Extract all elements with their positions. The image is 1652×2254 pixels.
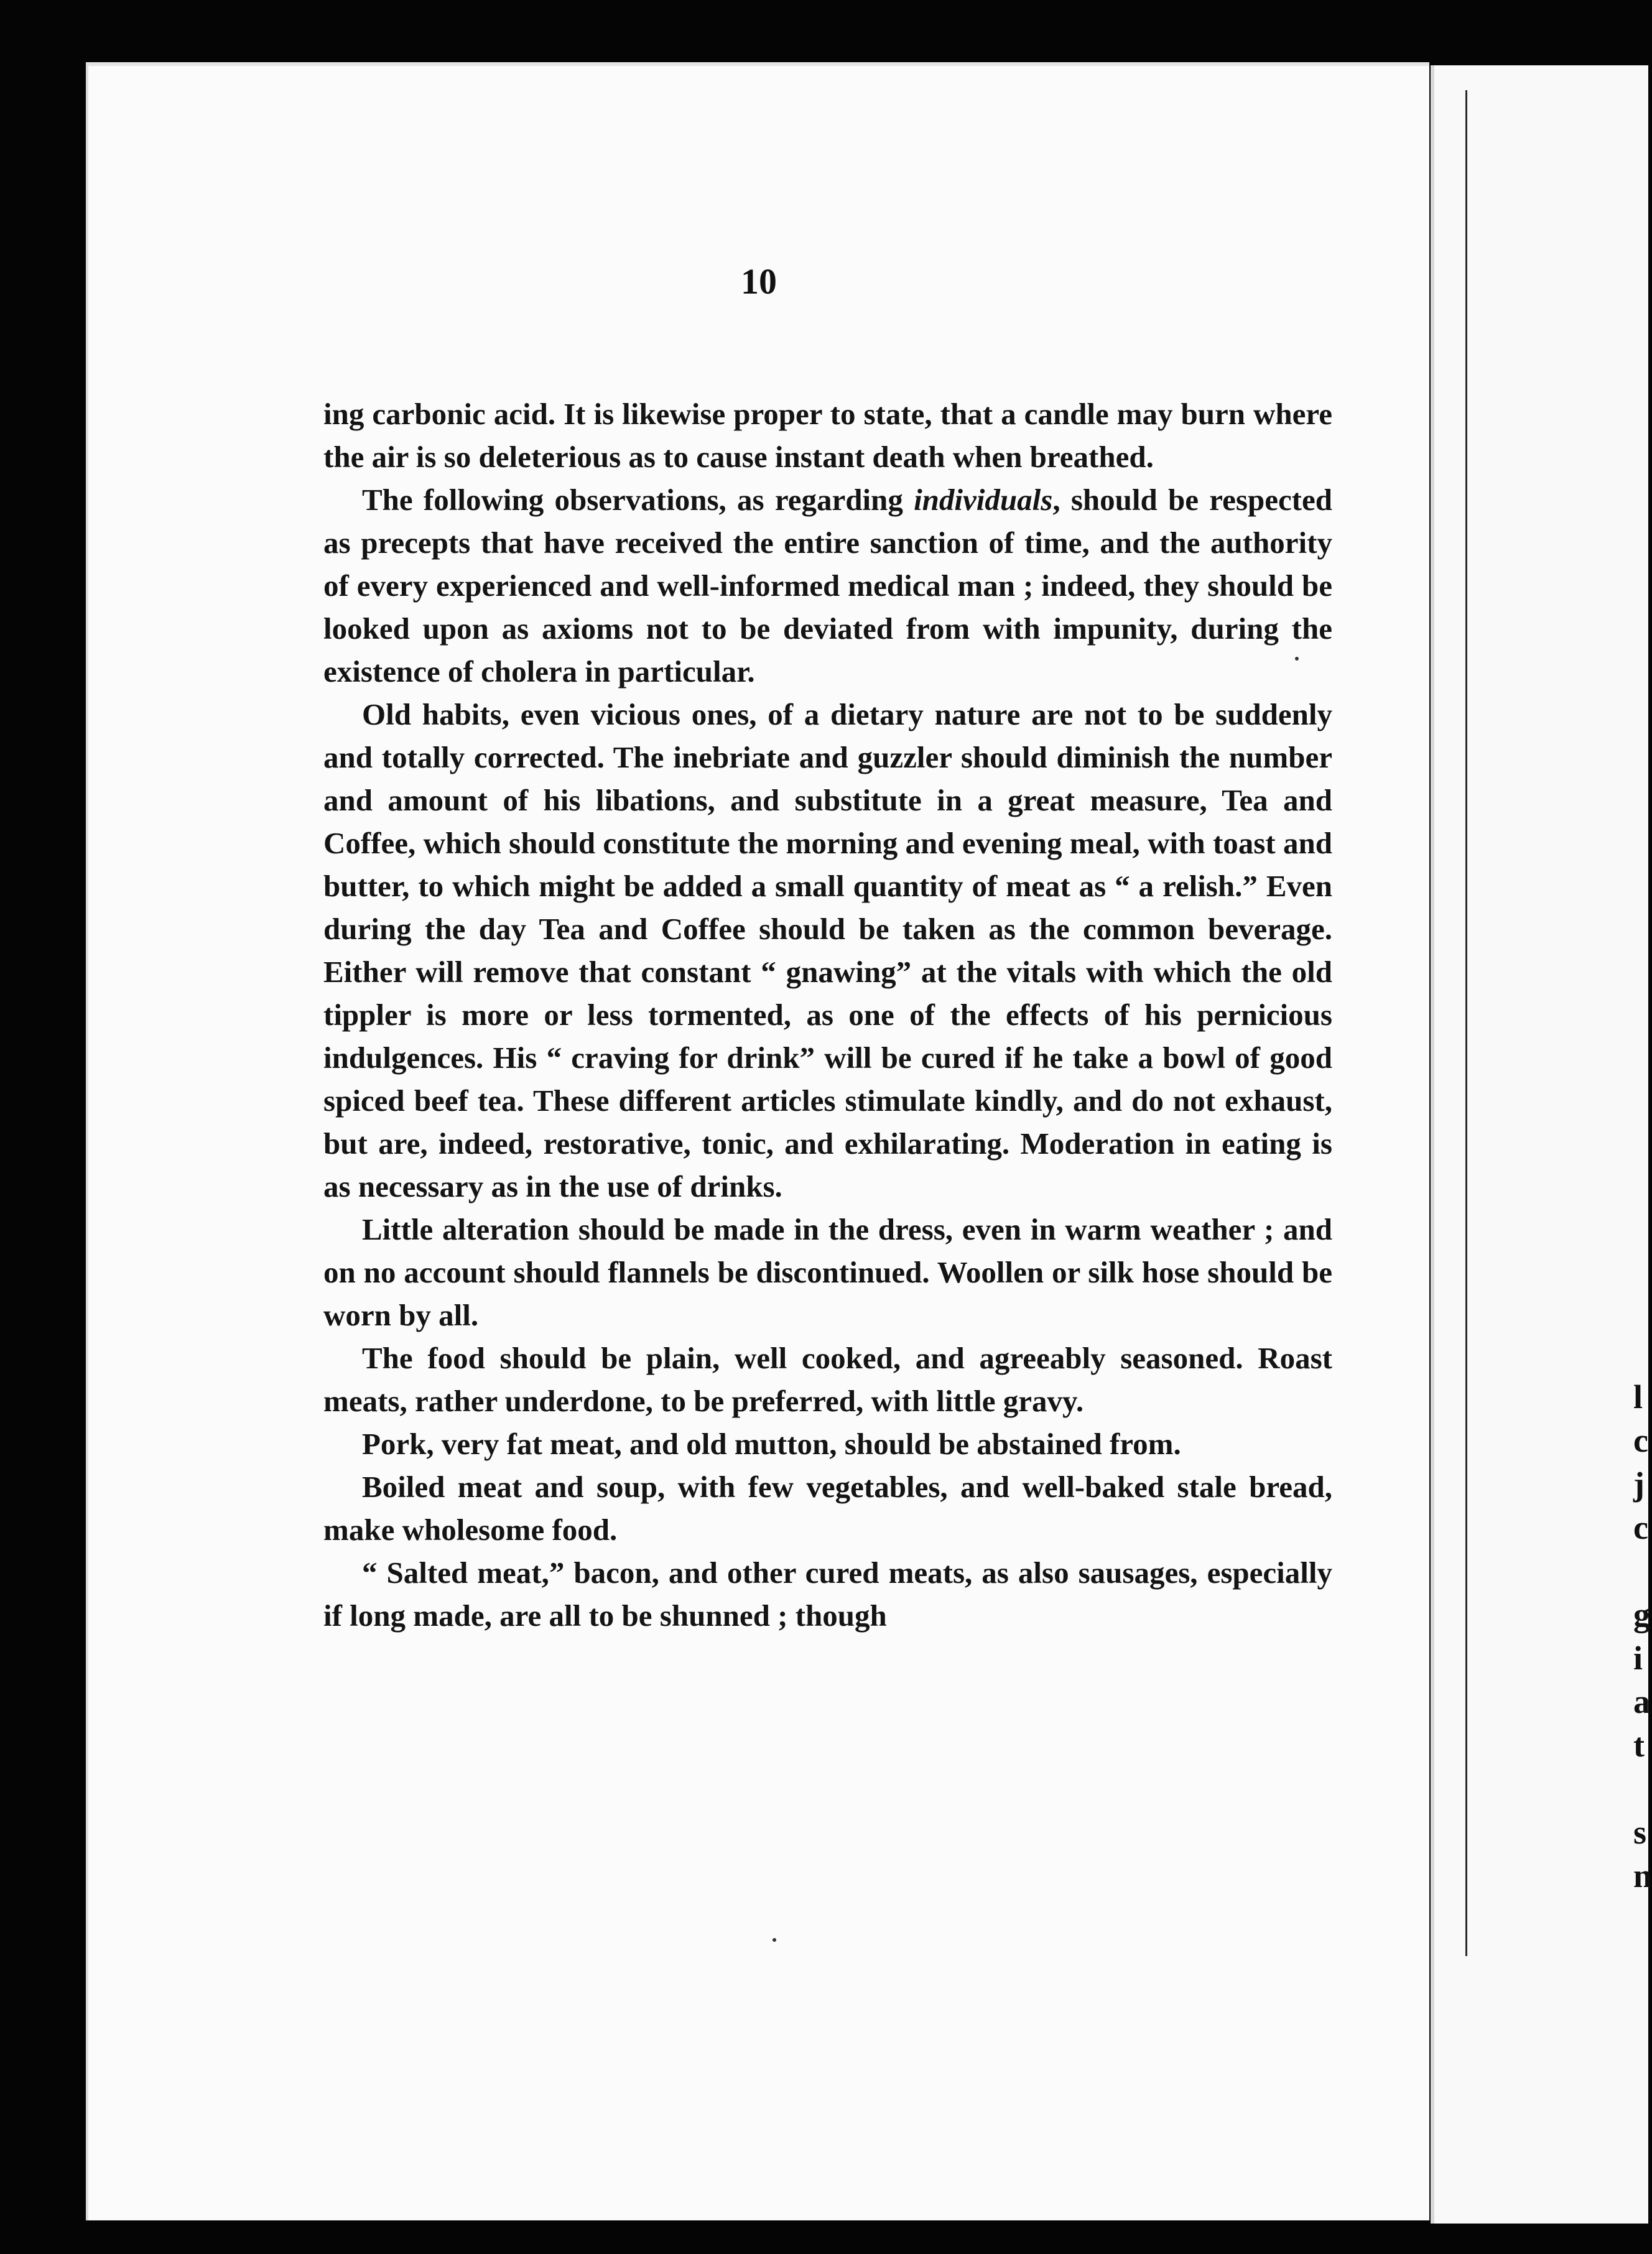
facing-letter: a xyxy=(1633,1683,1650,1720)
facing-letter: c xyxy=(1633,1509,1648,1546)
facing-letter: n xyxy=(1633,1857,1652,1895)
paragraph-8: “ Salted meat,” bacon, and other cured meats, as also sausages, especially if long made, are all to be shunned ; though xyxy=(323,1556,1332,1633)
paragraph-3: Old habits, even vicious ones, of a dietary nature are not to be suddenly and totally corrected. The inebriate and guzzler should diminish the number and amount of his libations, and substitute in a great measure, Tea and Coffee, which should constitute the morning and evening meal, with toast and butter, to which might be added a small quantity of meat as “ a relish.” Even during the day Tea and Coffee should be taken as the common beverage. Either will remove that constant “ gnawing” at the vitals with which the old tippler is more or less tormented, as one of the effects of his pernicious indulgences. His “ craving for drink” will be cured if he take a bowl of good spiced beef tea. These different articles stimulate kindly, and do not exhaust, but are, indeed, restorative, tonic, and exhilarating. Moderation in eating is as necessary as in the use of drinks. xyxy=(323,697,1332,1204)
paragraph-1: ing carbonic acid. It is likewise proper to state, that a candle may burn where the air is so deleterious as to cause instant death when breathed. xyxy=(323,397,1332,474)
emphasis-individuals: individuals xyxy=(914,483,1053,517)
paragraph-2-lead: The following observations, as regarding xyxy=(362,483,914,517)
facing-letter: i xyxy=(1633,1639,1643,1677)
scanned-page xyxy=(86,62,1429,2220)
facing-letter: c xyxy=(1633,1422,1648,1459)
facing-letter: j xyxy=(1633,1465,1645,1503)
page-fold-line xyxy=(1465,90,1467,1956)
facing-letter: s xyxy=(1633,1814,1647,1851)
paragraph-7: Boiled meat and soup, with few vegetables, and well-baked stale bread, make wholesome food. xyxy=(323,1470,1332,1547)
body-text xyxy=(323,392,1332,1637)
page-number: 10 xyxy=(741,261,777,302)
ink-speck xyxy=(773,1938,776,1942)
paragraph-6: Pork, very fat meat, and old mutton, should be abstained from. xyxy=(362,1427,1181,1461)
paragraph-2 xyxy=(323,478,1332,693)
facing-letter: g xyxy=(1633,1596,1650,1633)
facing-letter: t xyxy=(1633,1727,1645,1764)
ink-speck xyxy=(1295,657,1299,661)
paragraph-4: Little alteration should be made in the dress, even in warm weather ; and on no account should flannels be discontinued. Woollen or silk hose should be worn by all. xyxy=(323,1212,1332,1332)
facing-letter: l xyxy=(1633,1378,1643,1416)
facing-page-edge xyxy=(1431,65,1652,2224)
paragraph-5: The food should be plain, well cooked, and agreeably seasoned. Roast meats, rather underdone, to be preferred, with little gravy. xyxy=(323,1341,1332,1418)
paragraph-2-rest: , should be respected as precepts that have received the entire sanction of time, and the authority of every experienced and well-informed medical man ; indeed, they should be looked upon as axioms not to be deviated from with impunity, during the existence of cholera in particular. xyxy=(323,483,1333,689)
